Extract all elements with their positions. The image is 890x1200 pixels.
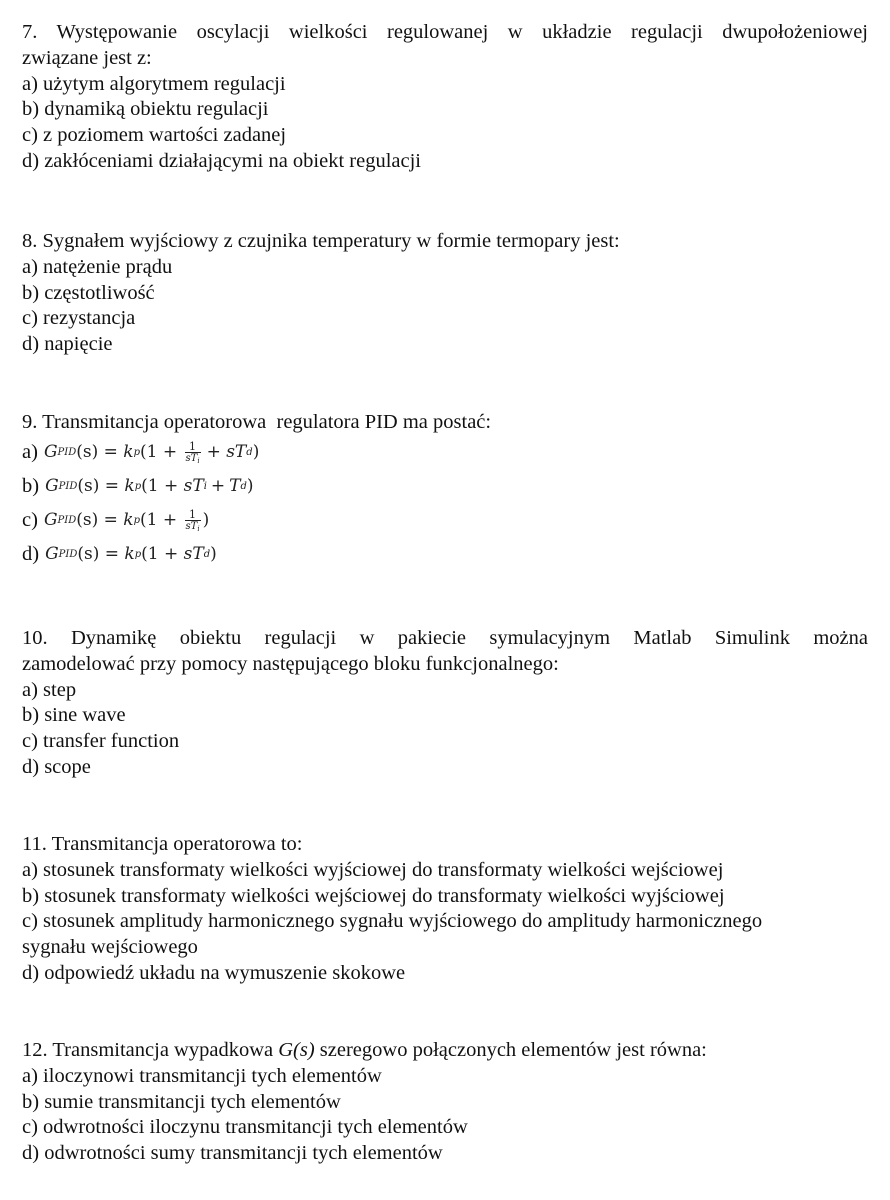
formula-subscript: p (134, 548, 142, 560)
formula-term: T (229, 475, 241, 496)
answer-9d (22, 538, 868, 572)
formula-subscript: p (133, 446, 140, 458)
fraction-denominator (185, 520, 201, 533)
answer-9b (22, 470, 868, 504)
formula-argument: (s) = (77, 543, 125, 564)
formula-open: (1 + (140, 509, 183, 530)
fraction-denominator (185, 452, 201, 465)
answer-12c: c) odwrotności iloczynu transmitancji tych elementów (22, 1116, 468, 1139)
formula-gain: k (124, 475, 135, 496)
question-10-title-line1: 10. Dynamikę obiektu regulacji w pakiecie symulacyjnym Matlab Simulink można (22, 627, 868, 649)
formula-open: (1 + (141, 543, 184, 564)
answer-11c-line1: c) stosunek amplitudy harmonicznego sygnału wyjściowego do amplitudy harmonicznego (22, 910, 763, 933)
fraction (185, 509, 201, 533)
answer-12d: d) odwrotności sumy transmitancji tych elementów (22, 1142, 443, 1165)
answer-11a: a) stosunek transformaty wielkości wyjściowej do transformaty wielkości wejściowej (22, 858, 724, 881)
fraction (185, 441, 201, 465)
question-11 (22, 832, 868, 987)
question-12 (22, 1038, 868, 1167)
formula-subscript: p (133, 514, 140, 526)
formula-close: ) (202, 509, 210, 530)
formula-close: ) (252, 441, 260, 462)
formula-term: + sT (206, 441, 247, 462)
answer-8b: b) częstotliwość (22, 281, 155, 304)
formula-gain: k (123, 509, 134, 530)
formula-gain: k (124, 543, 135, 564)
formula-open: (1 + (141, 475, 184, 496)
formula-symbol: G (45, 543, 59, 564)
answer-9d-label: d) (22, 542, 40, 565)
question-10-title-line2: zamodelować przy pomocy następującego bloku funkcjonalnego: (22, 652, 559, 675)
question-8-title: 8. Sygnałem wyjściowy z czujnika temperatury w formie termopary jest: (22, 230, 620, 252)
formula-symbol: G (43, 441, 58, 462)
answer-11c-line2: sygnału wejściowego (22, 936, 198, 959)
formula-subscript: d (203, 548, 211, 560)
formula-term: sT (183, 543, 204, 564)
formula-term: sT (183, 475, 204, 496)
question-7-title-line1: 7. Występowanie oscylacji wielkości regulowanej w układzie regulacji dwupołożeniowej (22, 21, 868, 43)
formula-subscript: PID (58, 548, 78, 560)
answer-7d: d) zakłóceniami działającymi na obiekt regulacji (22, 149, 421, 172)
formula-symbol: G (43, 509, 58, 530)
answer-10c: c) transfer function (22, 730, 180, 753)
question-7-title-line2: związane jest z: (22, 46, 152, 69)
question-7 (22, 20, 868, 175)
question-11-title: 11. Transmitancja operatorowa to: (22, 833, 303, 855)
formula-subscript: PID (57, 446, 77, 458)
answer-9a (22, 436, 868, 470)
question-12-title-suffix: szeregowo połączonych elementów jest równa: (314, 1039, 707, 1061)
question-9 (22, 410, 868, 572)
formula-subscript: PID (57, 514, 77, 526)
question-12-title-prefix: 12. Transmitancja wypadkowa (22, 1039, 279, 1061)
answer-9c (22, 504, 868, 538)
answer-9c-label: c) (22, 508, 38, 531)
answer-11b: b) stosunek transformaty wielkości wejściowej do transformaty wielkości wyjściowej (22, 884, 725, 907)
answer-10a: a) step (22, 678, 77, 701)
answer-11d: d) odpowiedź układu na wymuszenie skokowe (22, 961, 406, 984)
answer-10d: d) scope (22, 755, 91, 778)
formula-symbol: G (45, 475, 59, 496)
formula-close: ) (210, 543, 217, 564)
formula-subscript: p (134, 480, 142, 492)
formula-9a (44, 440, 259, 466)
answer-7b: b) dynamiką obiektu regulacji (22, 98, 269, 121)
question-9-title: 9. Transmitancja operatorowa regulatora PID ma postać: (22, 411, 492, 433)
question-8 (22, 229, 868, 358)
answer-12a: a) iloczynowi transmitancji tych elementów (22, 1064, 382, 1087)
fraction-numerator: 1 (189, 507, 197, 521)
formula-9b (45, 474, 253, 500)
formula-argument: (s) = (77, 475, 125, 496)
formula-subscript: i (197, 456, 200, 465)
formula-gain: k (123, 441, 134, 462)
formula-subscript: PID (58, 480, 78, 492)
formula-subscript: i (197, 524, 200, 533)
answer-9b-label: b) (22, 474, 40, 497)
question-12-title (22, 1038, 868, 1064)
formula-9c (44, 508, 209, 534)
answer-7c: c) z poziomem wartości zadanej (22, 124, 287, 147)
formula-subscript: d (240, 480, 247, 492)
formula-open: (1 + (140, 441, 183, 462)
answer-10b: b) sine wave (22, 704, 126, 727)
question-12-title-symbol: G(s) (278, 1039, 315, 1061)
answer-9a-label: a) (22, 440, 38, 463)
answer-8d: d) napięcie (22, 333, 113, 356)
formula-term: sT (185, 452, 198, 464)
formula-subscript: i (203, 480, 207, 492)
formula-term: sT (185, 520, 198, 532)
formula-subscript: d (246, 446, 253, 458)
formula-argument: (s) = (76, 441, 124, 462)
formula-plus: + (210, 475, 226, 496)
formula-argument: (s) = (76, 509, 124, 530)
answer-8c: c) rezystancja (22, 307, 136, 330)
answer-7a: a) użytym algorytmem regulacji (22, 72, 286, 95)
question-10 (22, 626, 868, 781)
fraction-numerator: 1 (189, 439, 197, 453)
formula-9d (45, 542, 217, 568)
answer-12b: b) sumie transmitancji tych elementów (22, 1090, 341, 1113)
answer-8a: a) natężenie prądu (22, 255, 173, 278)
formula-close: ) (246, 475, 254, 496)
